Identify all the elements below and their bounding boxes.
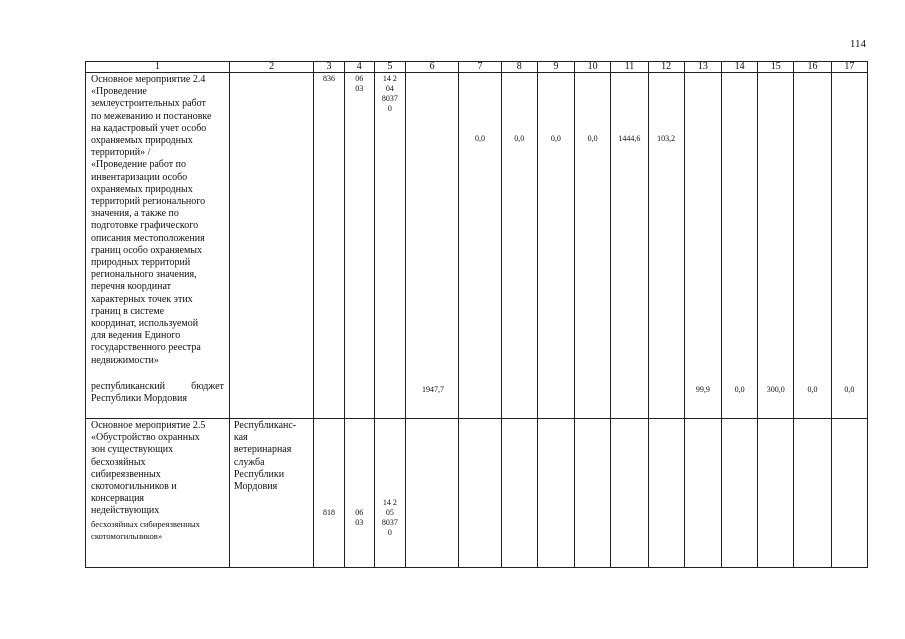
col11-cell <box>611 419 648 568</box>
col12-cell <box>648 73 684 419</box>
description-line: Основное мероприятие 2.4 <box>91 74 206 85</box>
col6-value: 1947,7 <box>422 385 444 394</box>
page-number: 114 <box>849 38 866 50</box>
col7-cell <box>459 73 501 419</box>
col4-cell <box>344 419 374 568</box>
measure-2-5-description <box>86 419 229 543</box>
col12-cell <box>648 419 684 568</box>
col16-value: 0,0 <box>807 385 818 394</box>
header-cell: 17 <box>831 62 867 73</box>
description-line: описания местоположения <box>91 232 205 244</box>
col4-line: 03 <box>355 84 364 93</box>
header-cell: 10 <box>575 62 611 73</box>
description-line: «Проведение <box>91 86 147 98</box>
col8-value: 0,0 <box>514 134 525 143</box>
description-line: государственного реестра <box>91 342 201 354</box>
header-cell: 9 <box>537 62 574 73</box>
description-line: значения, а также по <box>91 208 179 220</box>
description-line: «Обустройство охранных <box>91 432 200 444</box>
col4-line: 03 <box>355 518 364 527</box>
description-line: «Проведение работ по <box>91 159 186 171</box>
col5-line: 0 <box>387 104 392 113</box>
measure-2-4-description <box>86 73 229 368</box>
col5-line: 14 2 <box>382 74 397 83</box>
header-cell: 4 <box>344 62 374 73</box>
description-cell <box>86 73 230 419</box>
header-cell: 6 <box>406 62 459 73</box>
col12-value: 103,2 <box>657 134 676 143</box>
col9-value: 0,0 <box>550 134 561 143</box>
description-line: охраняемых природных <box>91 135 193 147</box>
col7-value: 0,0 <box>474 134 485 143</box>
col14-cell <box>721 73 757 419</box>
header-cell: 1 <box>86 62 230 73</box>
header-cell: 12 <box>648 62 684 73</box>
col13-value: 99,9 <box>695 385 710 394</box>
description-line: недвижимости» <box>91 354 159 366</box>
description-line: границ особо охраняемых <box>91 244 202 256</box>
col15-cell <box>758 73 794 419</box>
col5-line: 05 <box>385 508 394 517</box>
agency-line: ветеринарная <box>233 444 292 456</box>
col17-cell <box>831 73 867 419</box>
col5-line: 8037 <box>381 518 398 527</box>
funding-source-word: республиканский <box>91 381 166 392</box>
header-cell: 14 <box>721 62 757 73</box>
col16-cell <box>794 73 831 419</box>
col4-line: 06 <box>355 74 364 83</box>
agency-line: Мордовия <box>233 481 278 493</box>
col10-cell <box>575 73 611 419</box>
description-line: подготовке графического <box>91 220 199 232</box>
table-row <box>86 419 868 568</box>
description-line: территорий» / <box>91 147 151 159</box>
description-line: недействующих <box>91 505 160 517</box>
agency-cell <box>229 73 314 419</box>
col8-cell <box>501 419 537 568</box>
header-cell: 3 <box>314 62 344 73</box>
description-line: консервация <box>91 493 145 505</box>
col13-cell <box>684 419 721 568</box>
description-line: по межеванию и постановке <box>91 110 212 122</box>
col5-cell <box>374 73 405 419</box>
col16-cell <box>794 419 831 568</box>
agency-cell <box>229 419 314 568</box>
header-row <box>86 62 868 73</box>
agency-line: Республиканс- <box>233 420 297 431</box>
col3-value: 836 <box>323 74 336 83</box>
header-cell: 5 <box>374 62 405 73</box>
description-line: границ в системе <box>91 305 165 317</box>
col8-cell <box>501 73 537 419</box>
col4-line: 06 <box>355 508 364 517</box>
description-line: скотомогильников и <box>91 481 177 493</box>
description-line: сибиреязвенных <box>91 468 161 480</box>
description-line: характерных точек этих <box>91 293 193 305</box>
col3-cell <box>314 419 344 568</box>
col4-cell <box>344 73 374 419</box>
description-line: территорий регионального <box>91 196 206 208</box>
description-line: скотомогильников» <box>91 530 163 541</box>
header-cell: 15 <box>758 62 794 73</box>
description-cell <box>86 419 230 568</box>
description-line: бесхозяйных сибиреязвенных <box>91 518 200 529</box>
col14-cell <box>721 419 757 568</box>
description-line: природных территорий <box>91 257 191 269</box>
col13-cell <box>684 73 721 419</box>
col5-line: 14 2 <box>382 498 397 507</box>
table-row <box>86 73 868 419</box>
description-line: инвентаризации особо <box>91 171 188 183</box>
budget-table <box>85 61 868 568</box>
col6-cell <box>406 73 459 419</box>
agency-line: служба <box>233 456 265 468</box>
col5-line: 8037 <box>381 94 398 103</box>
description-line: регионального значения, <box>91 269 197 281</box>
col5-line: 04 <box>385 84 394 93</box>
agency-line: Республики <box>233 468 285 480</box>
header-cell: 16 <box>794 62 831 73</box>
col6-cell <box>406 419 459 568</box>
funding-source-word: бюджет <box>191 381 224 392</box>
col3-cell <box>314 73 344 419</box>
description-line: на кадастровый учет особо <box>91 122 207 134</box>
header-cell: 13 <box>684 62 721 73</box>
col15-cell <box>758 419 794 568</box>
col10-cell <box>575 419 611 568</box>
col7-cell <box>459 419 501 568</box>
funding-source-line: Республики Мордовия <box>91 393 187 405</box>
description-line: охраняемых природных <box>91 183 193 195</box>
col5-line: 0 <box>387 528 392 537</box>
col11-value: 1444,6 <box>618 134 641 143</box>
col9-cell <box>537 419 574 568</box>
header-cell: 8 <box>501 62 537 73</box>
header-cell: 7 <box>459 62 501 73</box>
col15-value: 300,0 <box>766 385 785 394</box>
description-line: для ведения Единого <box>91 330 181 342</box>
description-line: перечня координат <box>91 281 172 293</box>
col3-value: 818 <box>323 508 336 517</box>
description-line: зон существующих <box>91 444 174 456</box>
agency-name <box>230 419 314 494</box>
col11-cell <box>611 73 648 419</box>
col17-value: 0,0 <box>844 385 855 394</box>
col17-cell <box>831 419 867 568</box>
description-line: бесхозяйных <box>91 456 146 468</box>
col10-value: 0,0 <box>587 134 598 143</box>
header-cell: 2 <box>229 62 314 73</box>
funding-source <box>91 381 224 405</box>
description-line: землеустроительных работ <box>91 98 206 110</box>
col9-cell <box>537 73 574 419</box>
col5-cell <box>374 419 405 568</box>
description-line: координат, используемой <box>91 318 199 330</box>
col14-value: 0,0 <box>734 385 745 394</box>
header-cell: 11 <box>611 62 648 73</box>
description-line: Основное мероприятие 2.5 <box>91 420 206 431</box>
agency-line: кая <box>233 432 248 444</box>
